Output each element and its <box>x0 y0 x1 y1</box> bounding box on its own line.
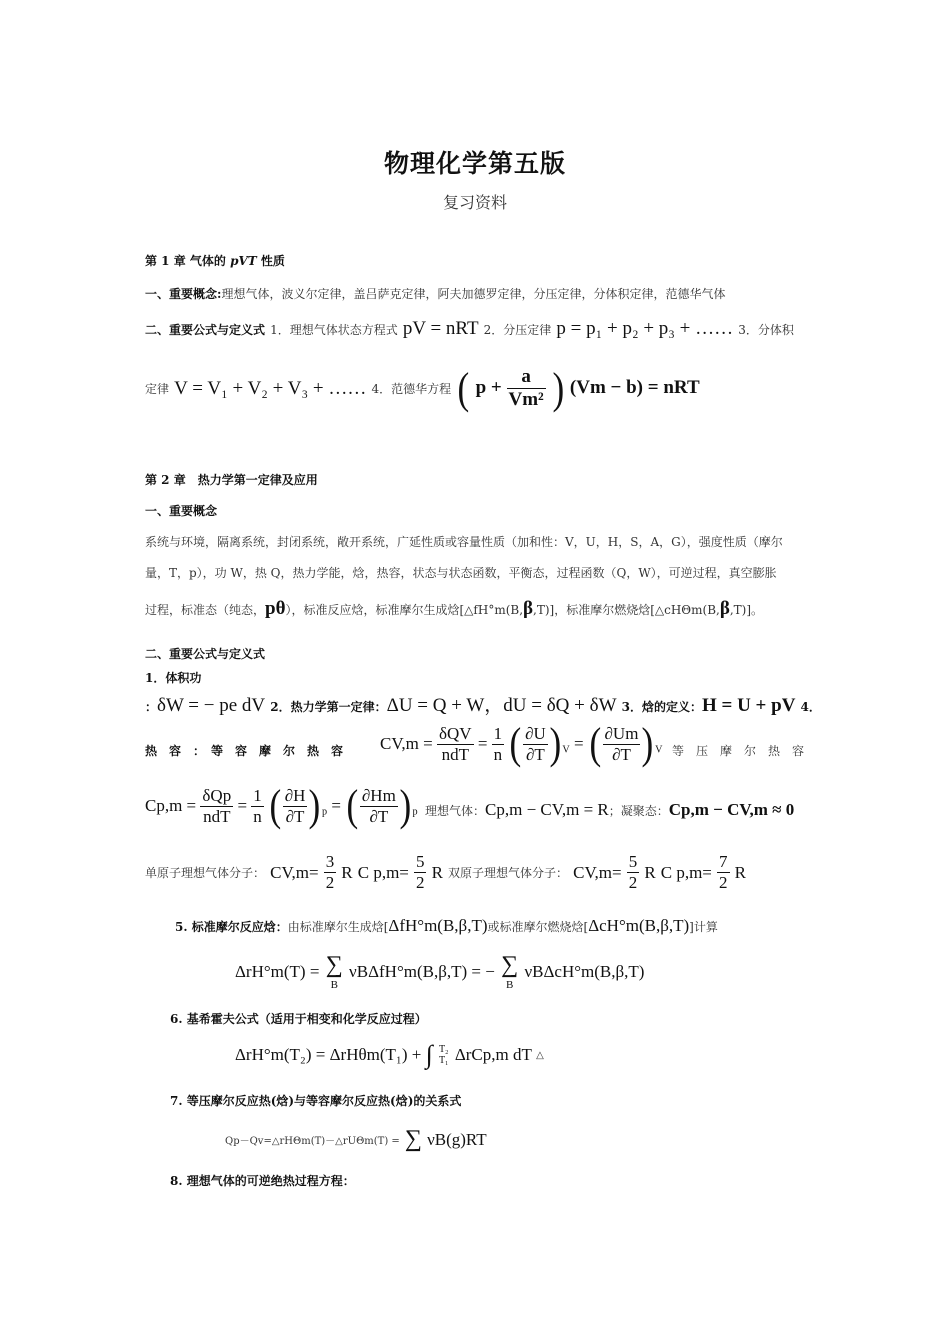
s5-ch: ΔcH°m(B,β,T) <box>588 916 690 935</box>
s6-triangle: △ <box>536 1049 544 1061</box>
dh: ∂H <box>284 785 306 805</box>
di-cp-num: 7 <box>719 852 728 871</box>
paren-r2: ) <box>641 719 654 768</box>
dum: ∂Um <box>604 723 639 743</box>
sub-v-2: V <box>655 744 663 756</box>
eq-sign: = <box>477 734 488 753</box>
n: n <box>493 744 503 764</box>
dhm-dt <box>360 786 398 827</box>
eq-sign-2: = <box>574 734 584 753</box>
chapter-1-heading-pre: 第 1 章 气体的 <box>145 254 226 268</box>
vdw-a: a <box>507 366 546 389</box>
s7-sum: ∑ <box>404 1126 422 1152</box>
dt-2: ∂T <box>612 744 631 764</box>
mono-r: R <box>341 862 353 882</box>
eq-sign-4: = <box>331 796 341 815</box>
integral-sign: ∫ <box>425 1040 433 1069</box>
paren-r: ) <box>549 719 561 768</box>
di-cp-den: 2 <box>719 873 728 892</box>
du: ∂U <box>525 723 546 743</box>
du-dt <box>523 724 548 765</box>
di-cv-den: 2 <box>628 873 638 892</box>
vdw-vm2: Vm² <box>508 389 544 410</box>
ch2-concepts-line-3d: ,T)]。 <box>729 603 764 617</box>
ch1-formulas-label: 二、重要公式与定义式 <box>145 323 266 337</box>
ideal-eq: Cp,m − CV,m = R <box>485 800 609 819</box>
s5-eq-mid: νBΔfH°m(B,β,T) = − <box>349 961 495 981</box>
chapter-1-heading <box>145 252 285 269</box>
sum-sign-2: ∑ <box>501 952 519 978</box>
s4-heat-label: 热 容 ： 等 容 摩 尔 热 容 <box>145 744 344 758</box>
s5-label: 5. 标准摩尔反应焓： <box>175 920 288 934</box>
di-cp-frac <box>717 852 730 893</box>
paren-l2: ( <box>589 719 602 768</box>
dqp: δQp <box>202 785 232 805</box>
ch1-f4-label: 4．范德华方程 <box>371 382 452 396</box>
ndt-2: ndT <box>203 806 231 826</box>
di-cv-num: 5 <box>628 852 638 871</box>
cond-eq: Cp,m − CV,m ≈ 0 <box>668 800 795 819</box>
cv-definition <box>380 719 663 768</box>
one-over-n-2 <box>251 786 264 827</box>
paren-l3: ( <box>269 781 282 830</box>
mono-cp: C p,m= <box>357 862 409 882</box>
n-2: n <box>253 806 262 826</box>
s5-eq-right: νBΔcH°m(B,β,T) <box>524 961 645 981</box>
vdw-p: p + <box>475 376 502 398</box>
s4-label: 4． <box>800 700 821 714</box>
s6-equation <box>235 1040 544 1070</box>
ch1-f3-label-a: 3．分体积 <box>738 323 794 337</box>
s6-eq-left: ΔrH°m(T₂) = ΔrHθm(T₁) + <box>235 1045 422 1064</box>
paren-l: ( <box>509 719 522 768</box>
mono-cv-frac <box>324 852 337 893</box>
t2: T₂ <box>438 1044 449 1055</box>
s5-fh: ΔfH°m(B,β,T) <box>388 916 488 935</box>
mono-cp-den: 2 <box>415 873 425 892</box>
ch1-concepts-text: 理想气体，波义尔定律，盖吕萨克定律，阿夫加德罗定律，分压定律，分体积定律，范德华气体 <box>221 287 726 301</box>
chapter-1-heading-post: 性质 <box>260 254 285 268</box>
vdw-equation <box>456 363 700 413</box>
s6-eq-right: ΔrCp,m dT <box>454 1045 532 1064</box>
ch1-f2-label: 2．分压定律 <box>483 323 552 337</box>
one-over-n <box>492 724 505 765</box>
eq-sign-3: = <box>237 796 248 815</box>
ch2-concepts-label: 一、重要概念 <box>145 504 218 518</box>
s5-text2: 或标准摩尔燃烧焓[ <box>487 920 589 934</box>
ch1-f3-equation: V = V₁ + V₂ + V₃ + …… <box>174 377 367 399</box>
s5-sum-2 <box>499 952 520 991</box>
cv-frac-1 <box>437 724 474 765</box>
mono-r-2: R <box>431 862 443 882</box>
ch1-concepts-label: 一、重要概念: <box>145 287 222 301</box>
s2-equation: ΔU = Q + W，dU = δQ + δW <box>386 695 617 716</box>
mono-di-line <box>145 852 746 893</box>
sum-b: B <box>330 979 338 991</box>
ch1-formulas-line <box>145 318 794 340</box>
ch2-concepts-line-3a: 过程，标准态（纯态， <box>145 603 266 617</box>
s1-prefix: ： <box>145 700 158 714</box>
beta-2: β <box>719 598 730 619</box>
s5-equation <box>235 952 644 991</box>
mono-cp-num: 5 <box>415 852 425 871</box>
dqv: δQV <box>439 723 472 743</box>
ch1-f1-label: 1．理想气体状态方程式 <box>270 323 398 337</box>
ch2-concepts-line-2: 量，T，p），功 W，热 Q，热力学能，焓，热容，状态与状态函数，平衡态，过程函数（Q，W），可逆过程，真空膨胀 <box>145 566 777 580</box>
s1-s3-line <box>145 690 821 717</box>
cp-definition <box>145 781 418 830</box>
cond-label: ；凝聚态： <box>608 804 669 818</box>
right-paren: ) <box>551 363 564 413</box>
cp-label: 等 压 摩 尔 热 容 <box>672 744 805 758</box>
s7-eq: νB(g)RT <box>427 1129 487 1149</box>
sum-b-2: B <box>505 979 514 991</box>
paren-r4: ) <box>399 781 411 830</box>
sub-p-2: p <box>412 806 418 818</box>
ch2-formulas-label: 二、重要公式与定义式 <box>145 647 266 661</box>
document-subtitle: 复习资料 <box>442 193 507 212</box>
mono-cv: CV,m= <box>270 862 319 882</box>
ch1-f2-equation: p = p₁ + p₂ + p₃ + …… <box>556 318 734 339</box>
chapter-1-heading-pvt: pVT <box>230 254 257 268</box>
cp-frac-1 <box>200 786 233 827</box>
vdw-fraction <box>507 366 546 411</box>
sub-v: V <box>562 744 570 756</box>
dh-dt <box>283 786 308 827</box>
ch1-concepts-line <box>145 283 725 302</box>
ideal-label: 理想气体： <box>425 804 486 818</box>
dum-dt <box>603 724 641 765</box>
s5-line <box>175 916 718 936</box>
chapter-2-heading: 第 2 章 热力学第一定律及应用 <box>145 473 318 487</box>
di-r-2: R <box>734 862 746 882</box>
mono-label: 单原子理想气体分子： <box>145 866 266 880</box>
mono-cv-num: 3 <box>325 852 335 871</box>
cpm: Cp,m = <box>145 796 197 815</box>
ch2-concepts-line-3 <box>145 598 763 620</box>
one-2: 1 <box>253 785 262 805</box>
dt-3: ∂T <box>285 806 305 826</box>
s8-label: 8. 理想气体的可逆绝热过程方程： <box>170 1174 355 1188</box>
s7-label: 7. 等压摩尔反应热(焓)与等容摩尔反应热(焓)的关系式 <box>170 1094 462 1108</box>
cvm: CV,m = <box>380 734 433 753</box>
ch2-concepts-line-1: 系统与环境，隔离系统，封闭系统，敞开系统，广延性质或容量性质（加和性：V，U，H，S，A，G），强度性质（摩尔 <box>145 535 783 549</box>
s3-equation: H = U + pV <box>701 695 796 716</box>
dt-4: ∂T <box>369 806 389 826</box>
s1-equation: δW = − pe dV <box>157 695 266 716</box>
s5-sum-1 <box>324 952 345 991</box>
ch2-concepts-line-3b: ），标准反应焓，标准摩尔生成焓[△fH°m(B, <box>285 603 524 617</box>
di-r: R <box>644 862 656 882</box>
sub-p: p <box>322 806 328 818</box>
s3-label: 3．焓的定义： <box>621 700 702 714</box>
s5-eq-left: ΔrH°m(T) = <box>235 961 320 981</box>
t1: T₁ <box>438 1055 449 1066</box>
di-label: 双原子理想气体分子： <box>448 866 569 880</box>
ch1-f3-label-b: 定律 <box>145 382 170 396</box>
di-cv: CV,m= <box>573 862 622 882</box>
ch1-formulas-line-2 <box>145 363 700 413</box>
s5-text3: ]计算 <box>689 920 718 934</box>
ch1-f1-equation: pV = nRT <box>402 318 479 339</box>
di-cv-frac <box>627 852 640 893</box>
s5-text1: 由标准摩尔生成焓[ <box>287 920 389 934</box>
ndt: ndT <box>441 744 469 764</box>
ideal-cond-line <box>425 800 794 820</box>
s7-equation <box>225 1126 487 1153</box>
integral-limits <box>437 1044 451 1066</box>
ch2-concepts-line-3c: ,T)]，标准摩尔燃烧焓[△cHΘm(B, <box>533 603 720 617</box>
p-theta: pθ <box>265 598 286 619</box>
s2-label: 2．热力学第一定律： <box>270 700 387 714</box>
dt: ∂T <box>526 744 545 764</box>
one: 1 <box>493 723 503 743</box>
mono-cp-frac <box>414 852 427 893</box>
left-paren: ( <box>457 363 470 413</box>
s6-label: 6. 基希霍夫公式（适用于相变和化学反应过程） <box>170 1012 427 1026</box>
s1-label: 1．体积功 <box>145 671 202 685</box>
mono-cv-den: 2 <box>325 873 335 892</box>
s7-small: Qp－Qv=△rHΘm(T)－△rUΘm(T) = <box>225 1136 400 1147</box>
di-cp: C p,m= <box>660 862 712 882</box>
dhm: ∂Hm <box>361 785 396 805</box>
paren-l4: ( <box>346 781 359 830</box>
beta-1: β <box>523 598 534 619</box>
paren-r3: ) <box>308 781 321 830</box>
vdw-rest: (Vm − b) = nRT <box>569 376 700 398</box>
sum-sign: ∑ <box>325 952 343 978</box>
document-title: 物理化学第五版 <box>383 149 566 178</box>
